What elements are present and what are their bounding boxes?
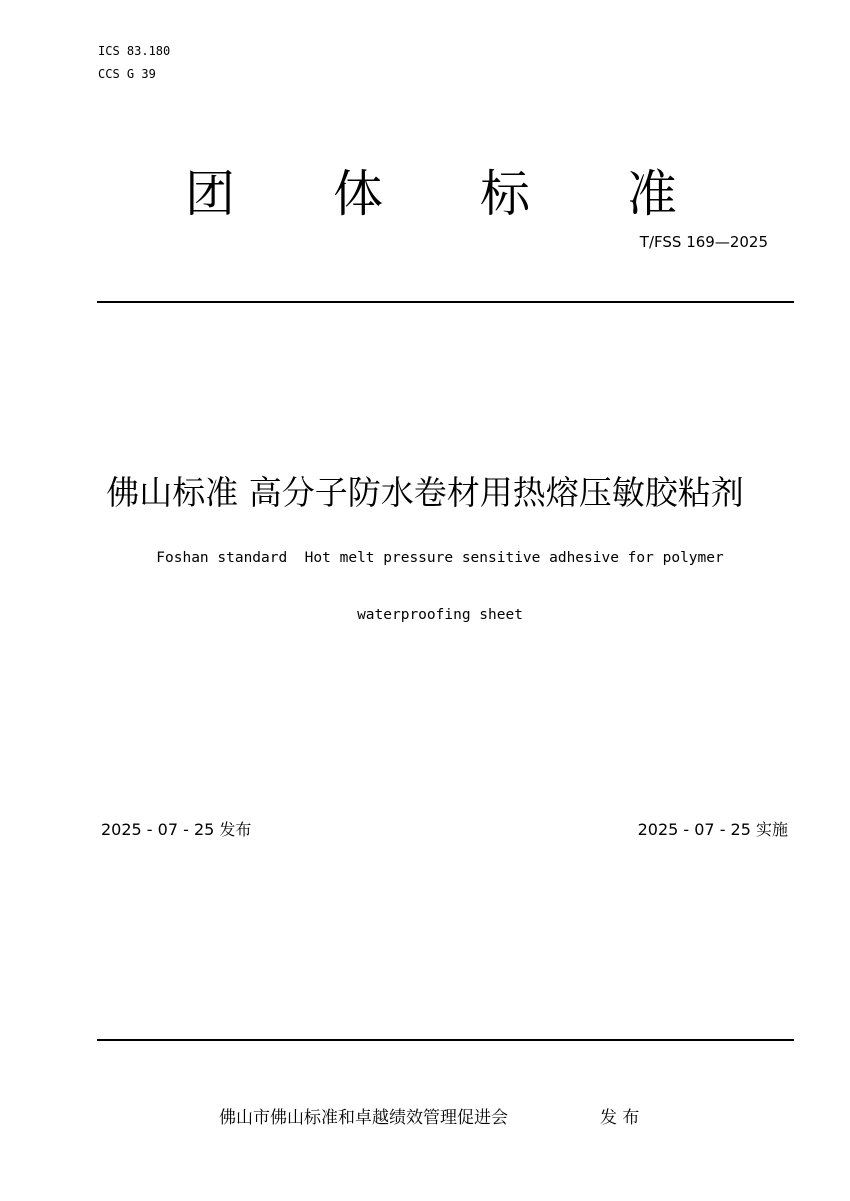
heading-char-4: 准 <box>627 165 677 223</box>
bottom-divider <box>97 1039 794 1041</box>
ics-code: ICS 83.180 <box>98 44 171 58</box>
ccs-code: CCS G 39 <box>98 67 156 81</box>
english-title-line-1: Foshan standard Hot melt pressure sensitive adhesive for polymer <box>156 550 724 566</box>
standard-number: T/FSS 169—2025 <box>639 233 768 251</box>
implement-date: 2025 - 07 - 25 实施 <box>637 820 788 839</box>
publisher-name: 佛山市佛山标准和卓越绩效管理促进会 <box>219 1108 508 1128</box>
chinese-title: 佛山标准 高分子防水卷材用热熔压敏胶粘剂 <box>106 473 744 512</box>
heading-char-2: 体 <box>333 165 383 223</box>
publisher-action: 发 布 <box>600 1108 640 1128</box>
publish-date: 2025 - 07 - 25 发布 <box>101 820 252 839</box>
top-divider <box>97 301 794 303</box>
document-type-heading <box>0 164 850 234</box>
heading-char-3: 标 <box>480 165 530 223</box>
english-title-line-2: waterproofing sheet <box>357 607 523 623</box>
heading-char-1: 团 <box>185 165 235 223</box>
